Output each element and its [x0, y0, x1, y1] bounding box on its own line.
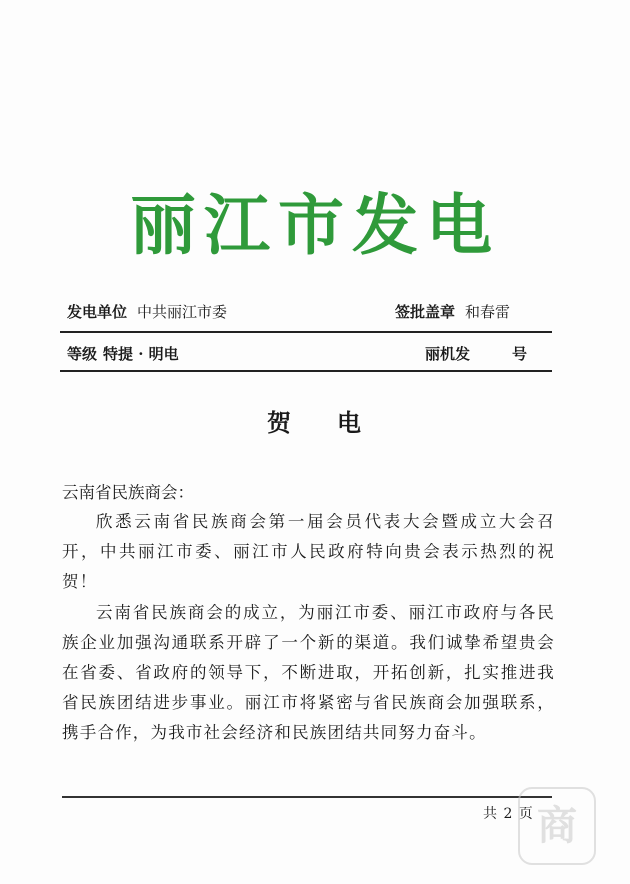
document-title: [0, 403, 630, 438]
header-rule-top: [60, 331, 552, 333]
masthead-title: 丽江市发电: [130, 187, 500, 264]
watermark-glyph: 商: [537, 803, 577, 849]
level-label: 等级: [67, 345, 98, 363]
footer-rule: [62, 796, 552, 798]
document-title-part-1: 贺: [267, 408, 293, 437]
approval-field: [395, 301, 510, 322]
approval-label: 签批盖章: [395, 303, 456, 321]
sender-value: 中共丽江市委: [137, 303, 228, 321]
approval-value: 和春雷: [465, 303, 511, 321]
watermark-logo-icon: [520, 789, 594, 863]
serial-number-field: [425, 343, 527, 364]
watermark-logo: [518, 787, 596, 865]
serial-suffix: 号: [512, 345, 528, 363]
sender-label: 发电单位: [67, 303, 128, 321]
serial-prefix: 丽机发: [425, 345, 471, 363]
body-paragraph-1: 欣悉云南省民族商会第一届会员代表大会暨成立大会召开，中共丽江市委、丽江市人民政府特向贵会表示热烈的祝贺！: [62, 512, 555, 591]
page-count: 共 2 页: [483, 806, 534, 822]
document-title-part-2: 电: [337, 408, 363, 437]
header-rule-bottom: [60, 370, 552, 372]
level-field: [67, 343, 179, 364]
body-paragraph-2: 云南省民族商会的成立，为丽江市委、丽江市政府与各民族企业加强沟通联系开辟了一个新的渠道。我们诚挚希望贵会在省委、省政府的领导下，不断进取，开拓创新，扎实推进我省民族团结进步事业。丽江市将紧密与省民族商会加强联系，携手合作，为我市社会经济和民族团结共同努力奋斗。: [62, 603, 555, 742]
sender-field: [67, 301, 227, 322]
addressee: 云南省民族商会：: [62, 483, 194, 502]
level-value: 特提 · 明电: [103, 345, 179, 363]
